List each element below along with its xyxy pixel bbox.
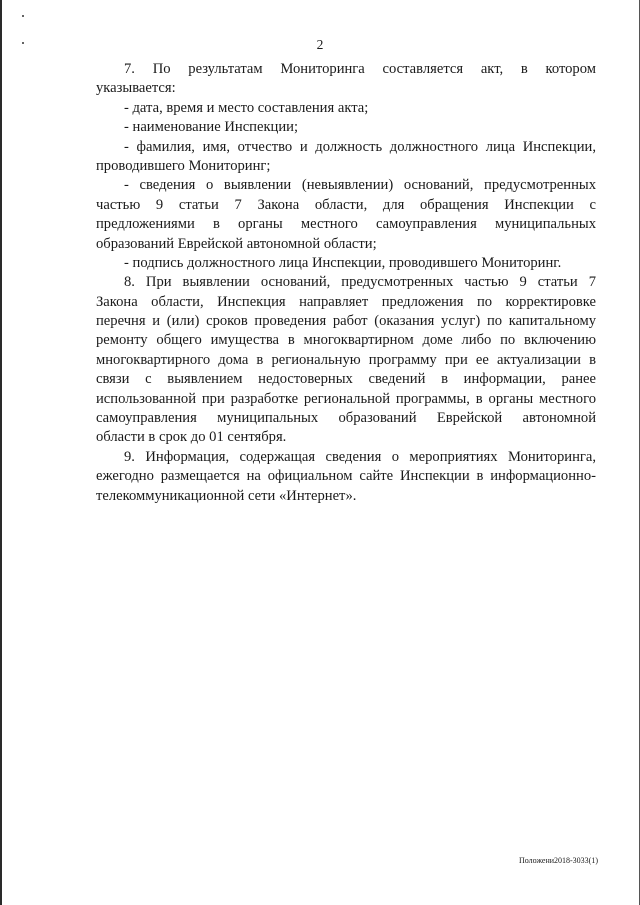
paragraph-9-line: ежегодно размещается на официальном сайте Инспекции в информационно-: [96, 468, 596, 485]
paragraph-8-line: ремонту общего имущества в многоквартирном доме либо по включению: [96, 332, 596, 349]
document-body: [96, 60, 596, 506]
list-item-official: - фамилия, имя, отчество и должность должностного лица Инспекции,: [124, 138, 596, 155]
paragraph-8-line: многоквартирного дома в региональную программу при ее актуализации в: [96, 351, 596, 368]
list-item-grounds: образований Еврейской автономной области;: [96, 235, 377, 252]
paragraph-8-line: области в срок до 01 сентября.: [96, 429, 287, 446]
list-item-grounds: предложениями в органы местного самоуправления муниципальных: [96, 216, 596, 233]
paragraph-8-line: связи с выявлением недостоверных сведений в информации, ранее: [96, 371, 596, 388]
list-item-signature: - подпись должностного лица Инспекции, проводившего Мониторинг.: [124, 254, 562, 271]
paragraph-8-line: использованной при разработке региональной программы, в органы местного: [96, 390, 596, 407]
list-item-grounds: - сведения о выявлении (невыявлении) оснований, предусмотренных: [124, 177, 596, 194]
list-item-grounds: частью 9 статьи 7 Закона области, для обращения Инспекции с: [96, 196, 596, 213]
paragraph-9-line: телекоммуникационной сети «Интернет».: [96, 487, 357, 504]
list-item-date: - дата, время и место составления акта;: [124, 99, 369, 116]
list-item-name: - наименование Инспекции;: [124, 119, 299, 136]
paragraph-8-line: самоуправления муниципальных образований Еврейской автономной: [96, 410, 596, 427]
document-code: Положени2018-3033(1): [519, 856, 598, 865]
scan-speck: [22, 15, 24, 17]
list-item-official: проводившего Мониторинг;: [96, 157, 271, 174]
scan-edge-left: [0, 0, 2, 905]
paragraph-7-line: 7. По результатам Мониторинга составляется акт, в котором: [124, 61, 596, 77]
page-number: 2: [316, 37, 324, 52]
paragraph-7-line: указывается:: [96, 80, 176, 97]
paragraph-8-line: 8. При выявлении оснований, предусмотренных частью 9 статьи 7: [124, 274, 596, 291]
paragraph-9-line: 9. Информация, содержащая сведения о мероприятиях Мониторинга,: [124, 448, 596, 465]
paragraph-8-line: перечня и (или) сроков проведения работ (оказания услуг) по капитальному: [96, 313, 596, 330]
paragraph-8-line: Закона области, Инспекция направляет предложения по корректировке: [96, 293, 596, 310]
